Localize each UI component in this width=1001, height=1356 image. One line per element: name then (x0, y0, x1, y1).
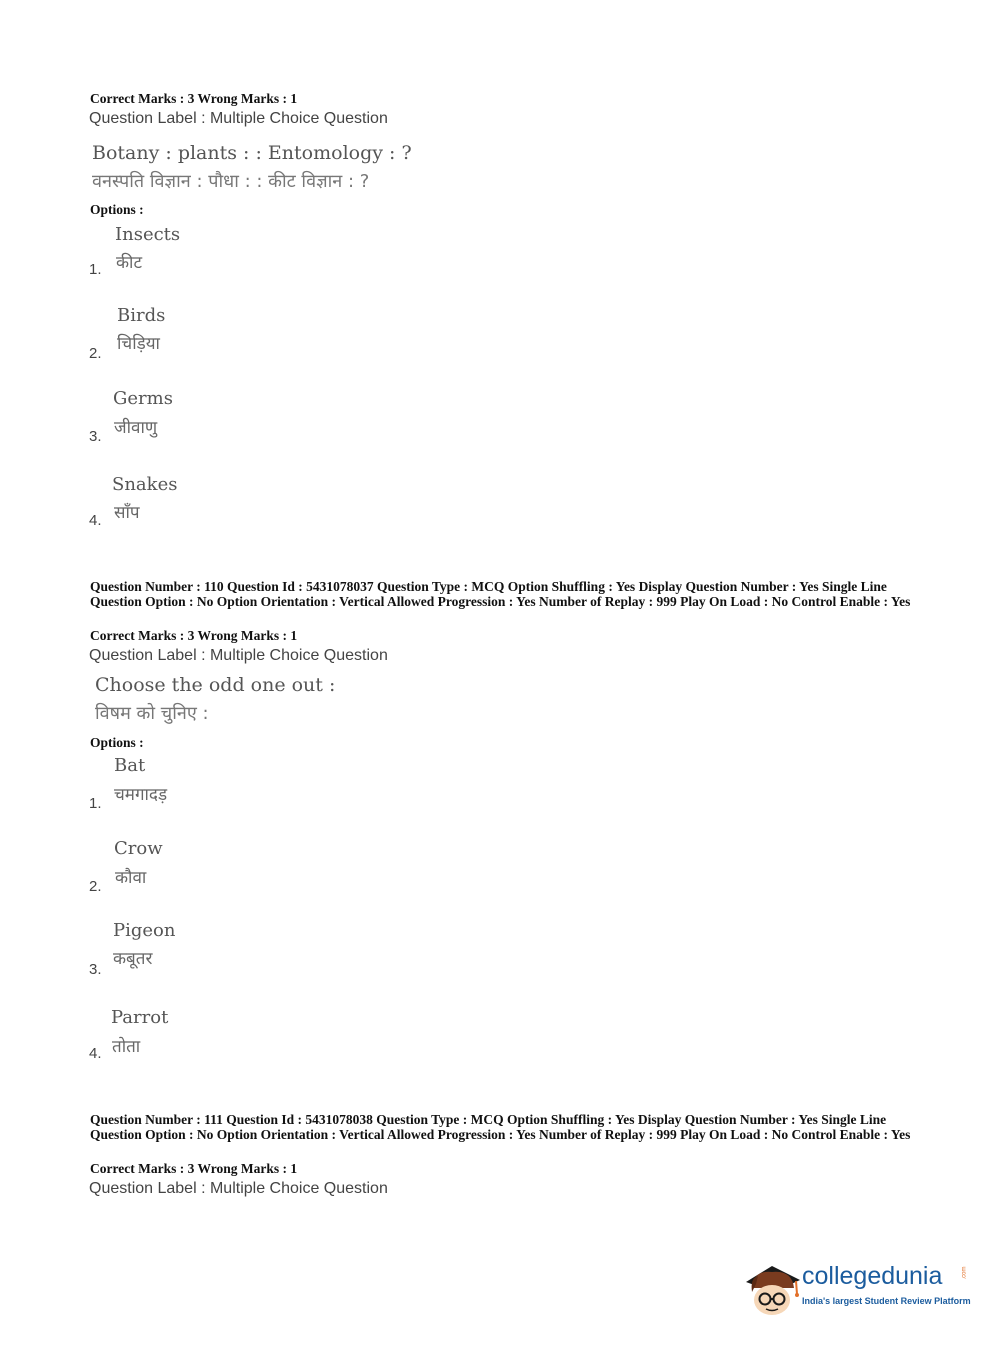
q109-option-1-number: 1. (89, 261, 102, 278)
q109-option-3-en: Germs (113, 388, 173, 409)
q109-option-1-hi: कीट (116, 253, 143, 273)
collegedunia-logo[interactable] (742, 1248, 972, 1318)
q109-question-hindi: वनस्पति विज्ञान : पौधा : : कीट विज्ञान : ? (92, 171, 370, 192)
q110-label: Question Label : Multiple Choice Question (89, 647, 388, 664)
q109-question-text: Botany : plants : : Entomology : ? (92, 142, 412, 164)
q110-option-2-hi: कौवा (115, 868, 147, 888)
q110-header: Question Number : 110 Question Id : 5431078037 Question Type : MCQ Option Shuffling : Yes Display Question Number : Yes Single Line Question Option : No Option Orientation : Vertical Allowed Progression : Yes Number of Replay : 999 Play On Load : No Control Enable : Yes (90, 579, 911, 609)
q110-option-2-en: Crow (114, 838, 163, 859)
q110-option-1-en: Bat (114, 755, 146, 776)
q111-label: Question Label : Multiple Choice Question (89, 1180, 388, 1197)
q109-options-heading: Options : (90, 202, 144, 217)
q109-label: Question Label : Multiple Choice Question (89, 110, 388, 127)
q109-marks: Correct Marks : 3 Wrong Marks : 1 (90, 91, 298, 106)
q110-option-4-hi: तोता (112, 1037, 141, 1057)
q109-option-2-number: 2. (89, 345, 102, 362)
q110-options-heading: Options : (90, 735, 144, 750)
q109-option-1-en: Insects (115, 224, 181, 245)
q110-option-3-number: 3. (89, 961, 102, 978)
logo-suffix: .com (961, 1266, 968, 1280)
q109-option-3-hi: जीवाणु (114, 418, 158, 438)
q109-option-4-en: Snakes (112, 474, 178, 495)
q110-option-1-number: 1. (89, 795, 102, 812)
logo-wordmark: collegedunia (802, 1262, 943, 1290)
q110-option-3-hi: कबूतर (113, 949, 153, 969)
q109-option-3-number: 3. (89, 428, 102, 445)
q110-option-3-en: Pigeon (113, 920, 176, 941)
q110-option-4-number: 4. (89, 1045, 102, 1062)
q109-option-2-hi: चिड़िया (117, 334, 160, 354)
q109-option-4-number: 4. (89, 512, 102, 529)
q111-marks: Correct Marks : 3 Wrong Marks : 1 (90, 1161, 298, 1176)
q111-header: Question Number : 111 Question Id : 5431078038 Question Type : MCQ Option Shuffling : Yes Display Question Number : Yes Single Line Question Option : No Option Orientation : Vertical Allowed Progression : Yes Number of Replay : 999 Play On Load : No Control Enable : Yes (90, 1112, 911, 1142)
student-mascot-icon (742, 1248, 802, 1318)
q110-marks: Correct Marks : 3 Wrong Marks : 1 (90, 628, 298, 643)
logo-tagline: India's largest Student Review Platform (802, 1296, 971, 1306)
q110-option-1-hi: चमगादड़ (114, 785, 168, 805)
q110-question-hindi: विषम को चुनिए : (95, 703, 209, 724)
q109-option-2-en: Birds (117, 305, 166, 326)
q110-option-4-en: Parrot (111, 1007, 169, 1028)
q110-option-2-number: 2. (89, 878, 102, 895)
q109-option-4-hi: साँप (114, 503, 140, 523)
q110-question-text: Choose the odd one out : (95, 674, 336, 696)
